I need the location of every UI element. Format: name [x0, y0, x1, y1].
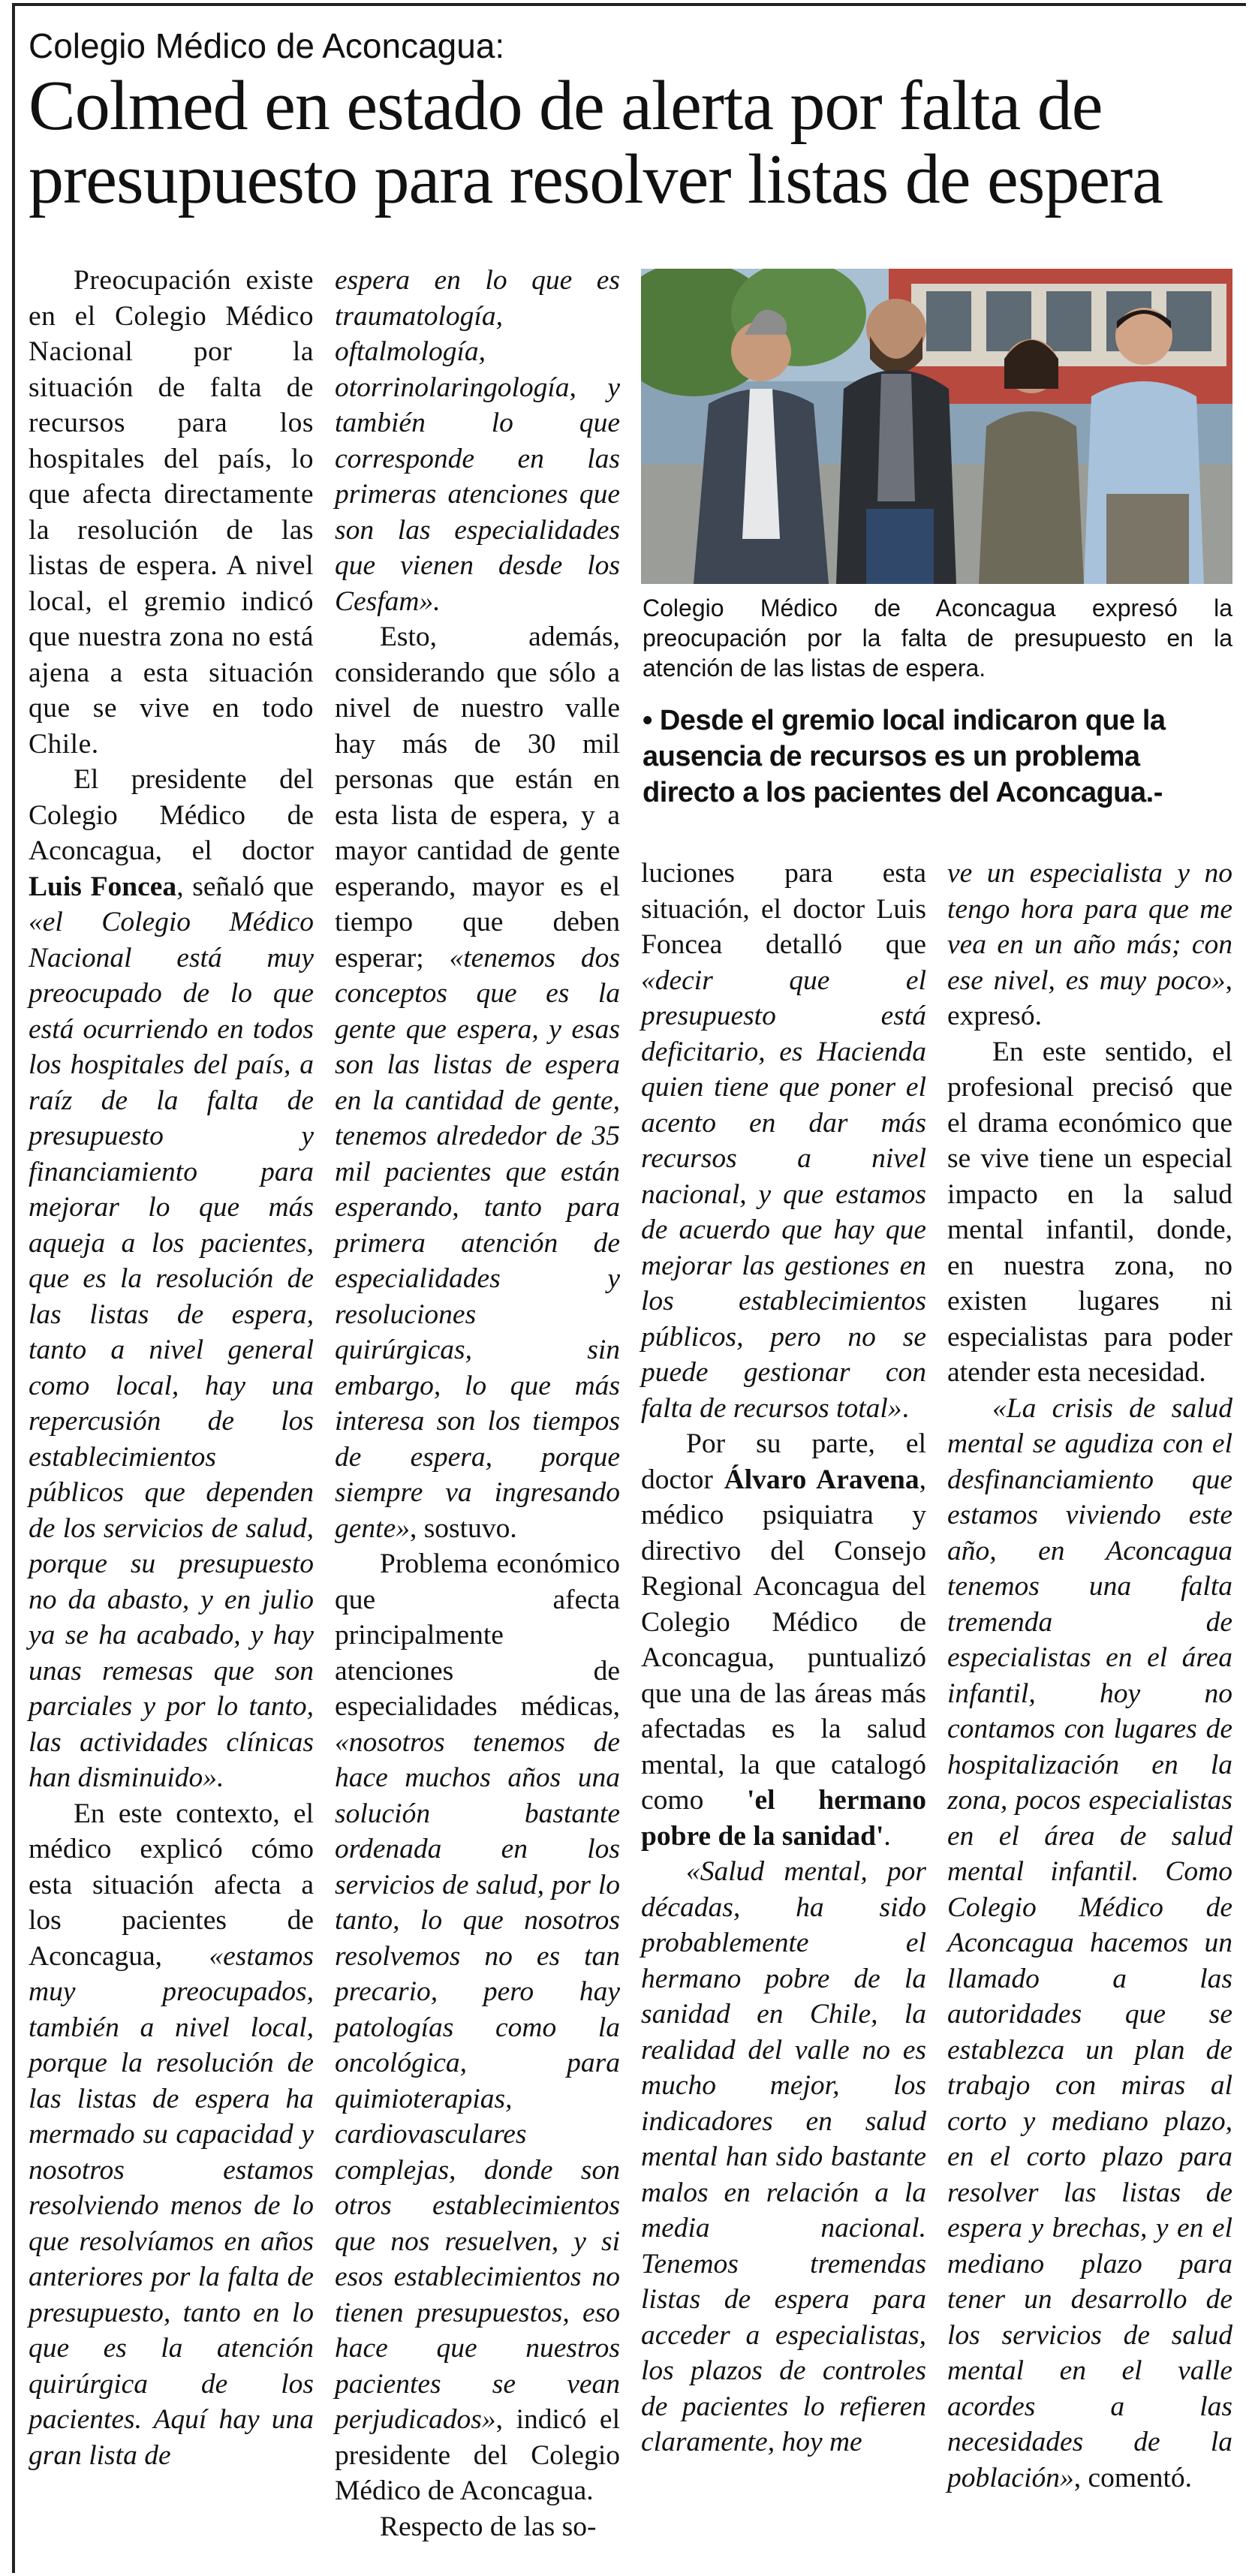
paragraph-text: luciones para esta situación, el doctor Luis Foncea detalló que: [641, 858, 926, 960]
paragraph: [29, 1796, 314, 2474]
quote-text: «estamos muy preocupados, también a nivel local, porque la resolución de las listas de espera ha mermado su capacidad y nosotros estamos resolviendo menos de lo que resolvíamos en años anteriores por la falta de presupuesto, tanto en lo que es la atención quirúrgica de los pacientes. Aquí hay una gran lista de: [29, 1940, 314, 2471]
paragraph: [641, 1854, 926, 2460]
photo-caption: Colegio Médico de Aconcagua expresó la preocupación por la falta de presupuesto en la atención de las listas de espera.: [643, 594, 1232, 682]
paragraph-text: Preocupación existe en el Colegio Médico Nacional por la situación de falta de recursos para los hospitales del país, lo que afecta directamente la resolución de las listas de espera. A nivel local, el gremio indicó que nuestra zona no está ajena a esta situación que se vive en todo Chile.: [29, 265, 314, 760]
paragraph: [947, 856, 1232, 1034]
article-column-1: [29, 263, 314, 2559]
quote-text: «tenemos dos conceptos que es la gente que espera, y esas son las listas de espera en la cantidad de gente, tenemos alrededor de 35 mil pacientes que están esperando, tanto para primera atención de especialidades y resoluciones quirúrgicas, sin embargo, lo que más interesa son los tiempos de espera, porque siempre va ingresando gente»: [335, 942, 620, 1544]
paragraph: [641, 1426, 926, 1854]
paragraph-text: , señaló que: [176, 871, 314, 902]
bold-phrase: 'el hermano pobre de la sanidad': [641, 1785, 926, 1852]
paragraph-text: .: [883, 1820, 891, 1852]
headline: Colmed en estado de alerta por falta de presupuesto para resolver listas de espera: [29, 67, 1163, 218]
article-column-4: [947, 856, 1232, 2559]
person-name: Álvaro Aravena: [724, 1464, 919, 1495]
quote-text: «nosotros tenemos de hace muchos años una solución bastante ordenada en los servicios de salud, por lo tanto, lo que nosotros resolvemos no es tan precario, pero hay patologías como la oncológica, para quimioterapias, cardiovasculares complejas, donde son otros establecimientos que nos resuelven, y si esos establecimientos no tienen presupuestos, eso hace que nuestros pacientes se vean perjudicados»: [335, 1726, 620, 2435]
quote-text: ve un especialista y no tengo hora para que me vea en un año más; con ese nivel, es muy poco»: [947, 858, 1232, 996]
paragraph-text: Problema económico que afecta principalmente atenciones de especialidades médicas,: [335, 1548, 620, 1722]
paragraph-text: , sostuvo.: [409, 1512, 517, 1544]
paragraph-text: En este sentido, el profesional precisó que el drama económico que se vive tiene un especial impacto en la salud mental infantil, donde, en nuestra zona, no existen lugares ni especialistas para poder atender esta necesidad.: [947, 1036, 1232, 1388]
paragraph-text: , expresó.: [947, 964, 1232, 1031]
paragraph-text: , indicó el presidente del Colegio Médico de Aconcagua.: [335, 2404, 620, 2506]
paragraph: [947, 1391, 1232, 2496]
paragraph-text: Esto, además, considerando que sólo a nivel de nuestro valle hay más de 30 mil personas que están en esta lista de espera, y a mayor cantidad de gente esperando, mayor es el tiempo que deben esperar;: [335, 621, 620, 974]
article-photo: [641, 269, 1232, 584]
article-column-3: [641, 856, 926, 2559]
left-rule: [12, 3, 15, 2573]
paragraph-text: .: [901, 1392, 909, 1424]
paragraph: [29, 263, 314, 762]
paragraph-text: Respecto de las so-: [380, 2511, 597, 2542]
quote-text: «el Colegio Médico Nacional está muy preocupado de lo que está ocurriendo en todos los hospitales del país, a raíz de la falta de presupuesto y financiamiento para mejorar lo que más aqueja a los pacientes, que es la resolución de las listas de espera, tanto a nivel general como local, hay una repercusión de los establecimientos públicos que dependen de los servicios de salud, porque su presupuesto no da abasto, y en julio ya se ha acabado, y hay unas remesas que son parciales y por lo tanto, las actividades clínicas han disminuido».: [29, 907, 314, 1793]
quote-text: «La crisis de salud mental se agudiza con el desfinanciamiento que estamos viviendo este año, en Aconcagua tenemos una falta tremenda de especialistas en el área infantil, hoy no contamos con lugares de hospitalización en la zona, pocos especialistas en el área de salud mental infantil. Como Colegio Médico de Aconcagua hacemos un llamado a las autoridades que se establezca un plan de trabajo con miras al corto y mediano plazo, en el corto plazo para resolver las listas de espera y brechas, y en el mediano plazo para tener un desarrollo de los servicios de salud mental en el valle acordes a las necesidades de la población»: [947, 1392, 1232, 2493]
article-column-2: [335, 263, 620, 2559]
kicker: Colegio Médico de Aconcagua:: [29, 26, 505, 65]
paragraph: [335, 263, 620, 619]
highlight-callout: • Desde el gremio local indicaron que la ausencia de recursos es un problema directo a los pacientes del Aconcagua.-: [643, 705, 1166, 808]
top-rule: [12, 3, 1246, 6]
quote-text: «Salud mental, por décadas, ha sido probablemente el hermano pobre de la sanidad en Chile, la realidad del valle no es mucho mejor, los indicadores en salud mental han sido bastante malos en relación a la media nacional. Tenemos tremendas listas de espera para acceder a especialistas, los plazos de controles de pacientes lo refieren claramente, hoy me: [641, 1856, 926, 2457]
paragraph-text: , comentó.: [1073, 2462, 1192, 2493]
quote-text: espera en lo que es traumatología, oftalmología, otorrinolaringología, y también lo que corresponde en las primeras atenciones que son las especialidades que vienen desde los Cesfam».: [335, 265, 620, 617]
paragraph-text: Por su parte, el doctor: [641, 1428, 926, 1495]
paragraph-text: En este contexto, el médico explicó cómo esta situación afecta a los pacientes de Aconcagua,: [29, 1798, 314, 1972]
person-name: Luis Foncea: [29, 871, 177, 902]
paragraph: [947, 1034, 1232, 1391]
quote-text: «decir que el presupuesto está deficitario, es Hacienda quien tiene que poner el acento en dar más recursos a nivel nacional, y que estamos de acuerdo que hay que mejorar las gestiones en los establecimientos públicos, pero no se puede gestionar con falta de recursos total»: [641, 964, 926, 1424]
paragraph: [29, 762, 314, 1796]
paragraph: [641, 856, 926, 1426]
paragraph: [335, 2509, 620, 2545]
paragraph-text: , médico psiquiatra y directivo del Consejo Regional Aconcagua del Colegio Médico de Aconcagua, puntualizó que una de las áreas más afectadas es la salud mental, la que catalogó como: [641, 1464, 926, 1816]
paragraph: [335, 1546, 620, 2509]
paragraph: [335, 619, 620, 1546]
paragraph-text: El presidente del Colegio Médico de Aconcagua, el doctor: [29, 764, 314, 866]
group-photo-image: [641, 269, 1232, 584]
